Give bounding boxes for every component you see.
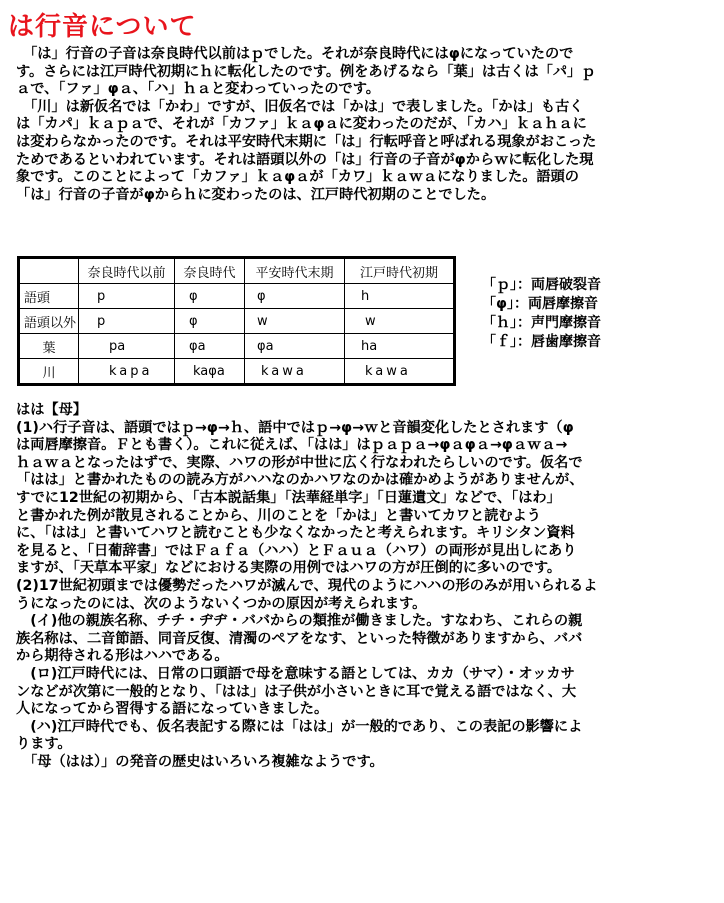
- table-cell: kaφa: [175, 359, 245, 385]
- table-cell: kapa: [79, 359, 175, 385]
- table-row-label: 語頭以外: [19, 309, 79, 334]
- table-header-cell: 奈良時代以前: [79, 258, 175, 284]
- table-row: [19, 334, 455, 359]
- table-row-label: 葉: [19, 334, 79, 359]
- legend-item: 「ｆ」：唇歯摩擦音: [482, 334, 601, 350]
- legend-item: 「ｐ」：両唇破裂音: [482, 277, 601, 293]
- table-cell: pa: [79, 334, 175, 359]
- legend-item: 「ｈ」：声門摩擦音: [482, 315, 601, 331]
- legend-item: 「φ」：両唇摩擦音: [482, 296, 598, 312]
- table-row-label: 川: [19, 359, 79, 385]
- table-row: [19, 309, 455, 334]
- table-cell: kawa: [245, 359, 345, 385]
- table-cell: φ: [175, 309, 245, 334]
- table-cell: kawa: [345, 359, 455, 385]
- haha-entry-text: はは【母】 (1)ハ行子音は、語頭ではｐ→φ→ｈ、語中ではｐ→φ→ｗと音韻変化したとされます（φ は両唇摩擦音。Ｆとも書く）。これに従えば、「はは」はｐａｐａ→φａφａ→φａｗａ→ ｈａｗａとなったはずで、実際、ハワの形が中世に広く行なわれたらしいのです。仮名で 「はは」と書かれたものの読み方がハハなのかハワなのかは確かめようがありませんが、 すでに12世紀の初期から、「古本説話集」「法華経単字」「日蓮遺文」などで、「はわ」 と書かれた例が散見されることから、川のことを「かは」と書いてカワと読むよう に、「はは」と書いてハワと読むことも少なくなかったと考えられます。キリシタン資料 を見ると、「日葡辞書」ではＦａｆａ（ハハ）とＦａｕａ（ハワ）の両形が見出しにあり ますが、「天草本平家」などにおける実際の用例ではハワの方が圧倒的に多いのです。 (2)17世紀初頭までは優勢だったハワが滅んで、現代のようにハハの形のみが用いられるよ うになったのには、次のようないくつかの原因が考えられます。 (イ)他の親族名称、チチ・ヂヂ・ババからの類推が働きました。すなわち、これらの親 族名称は、二音節語、同音反復、清濁のペアをなす、といった特徴がありますから、ババ から期待される形はハハである。 (ロ)江戸時代には、日常の口頭語で母を意味する語としては、カカ（サマ）・オッカサ ンなどが次第に一般的となり、「はは」は子供が小さいときに耳で覚える語ではなく、大 人になってから習得する語になっていきました。 (ハ)江戸時代でも、仮名表記する際には「はは」が一般的であり、この表記の影響によ ります。 「母（はは）」の発音の歴史はいろいろ複雑なようです。: [16, 402, 598, 770]
- table-row: [19, 359, 455, 385]
- table-cell: ha: [345, 334, 455, 359]
- table-cell: φa: [175, 334, 245, 359]
- table-header-cell: [19, 258, 79, 284]
- table-header-cell: 奈良時代: [175, 258, 245, 284]
- page-title: は行音について: [8, 12, 197, 42]
- table-cell: p: [79, 284, 175, 309]
- table-cell: w: [245, 309, 345, 334]
- table-header-cell: 江戸時代初期: [345, 258, 455, 284]
- table-cell: φ: [175, 284, 245, 309]
- table-row-label: 語頭: [19, 284, 79, 309]
- intro-paragraph: 「は」行音の子音は奈良時代以前はｐでした。それが奈良時代にはφになっていたので す。さらには江戸時代初期にｈに転化したのです。例をあげるなら「葉」は古くは「パ」ｐ ａで、「ファ」φａ、「ハ」ｈａと変わっていったのです。 「川」は新仮名では「かわ」ですが、旧仮名では「かは」で表しました。「かは」も古く は「カパ」ｋａｐａで、それが「カファ」ｋａφａに変わったのだが、「カハ」ｋａｈａに は変わらなかったのです。それは平安時代末期に「は」行転呼音と呼ばれる現象がおこった ためであるといわれています。それは語頭以外の「は」行音の子音がφからｗに転化した現 象です。このことによって「カファ」ｋａφａが「カワ」ｋａｗａになりました。語頭の 「は」行音の子音がφからｈに変わったのは、江戸時代初期のことでした。: [16, 46, 597, 203]
- table-header-cell: 平安時代末期: [245, 258, 345, 284]
- table-header-row: [19, 258, 455, 284]
- table-cell: w: [345, 309, 455, 334]
- table-cell: p: [79, 309, 175, 334]
- table-cell: φ: [245, 284, 345, 309]
- table-row: [19, 284, 455, 309]
- sound-change-table: [17, 256, 456, 386]
- table-cell: h: [345, 284, 455, 309]
- phonetic-legend: [482, 276, 601, 352]
- table-cell: φa: [245, 334, 345, 359]
